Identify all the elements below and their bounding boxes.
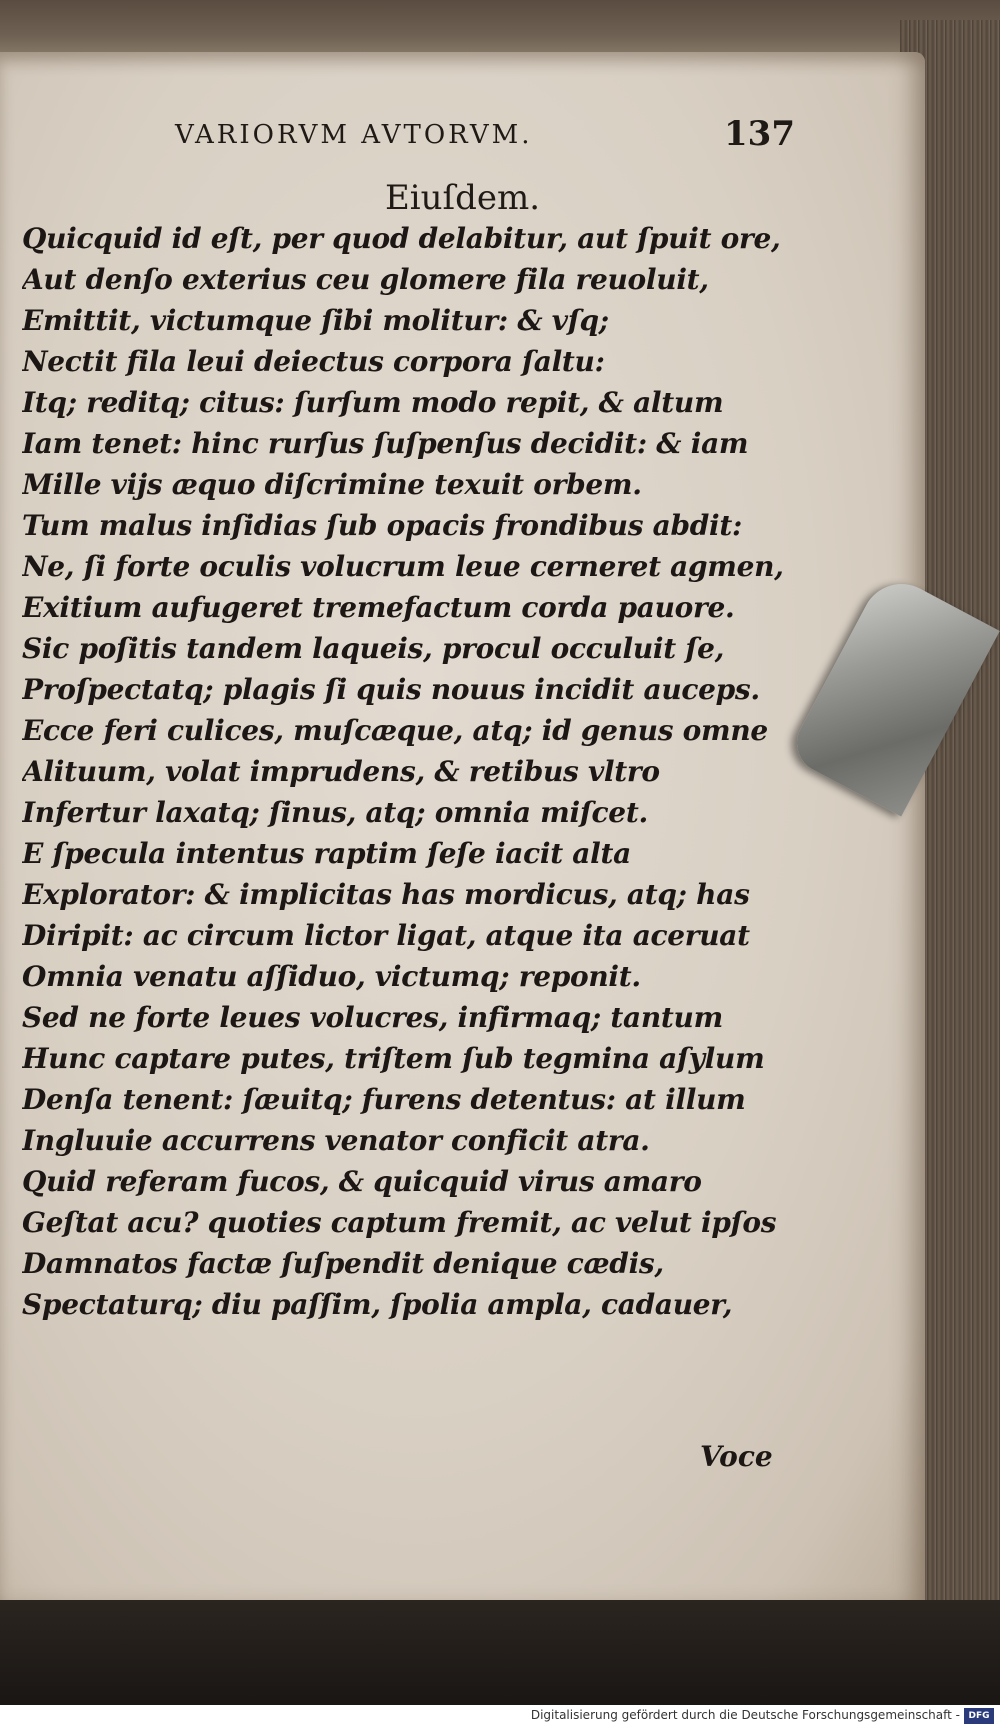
verse-line: Iam tenet: hinc rurſus ſuſpenſus decidit: & iam [22, 427, 749, 460]
verse-line: Hunc captare putes, triſtem ſub tegmina aſylum [22, 1042, 765, 1075]
funding-credit: Digitalisierung gefördert durch die Deutsche Forschungsgemeinschaft - [530, 1708, 960, 1722]
verse-line: Omnia venatu aſſiduo, victumq; reponit. [22, 960, 641, 993]
catchword: Voce [700, 1440, 773, 1473]
verse-line: Spectaturq; diu paſſim, ſpolia ampla, cadauer, [22, 1288, 733, 1321]
verse-line: Quid referam fucos, & quicquid virus amaro [22, 1165, 702, 1198]
verse-line: E ſpecula intentus raptim ſeſe iacit alta [22, 837, 631, 870]
verse-line: Aut denſo exterius ceu glomere fila reuoluit, [22, 263, 709, 296]
section-title: Eiuſdem. [384, 178, 541, 218]
verse-line: Alituum, volat imprudens, & retibus vltro [22, 755, 660, 788]
verse-line: Sed ne forte leues volucres, infirmaq; tantum [22, 1001, 723, 1034]
verse-line: Diripit: ac circum lictor ligat, atque ita aceruat [22, 919, 750, 952]
verse-line: Itq; reditq; citus: ſurſum modo repit, & altum [22, 386, 724, 419]
verse-line: Geſtat acu? quoties captum fremit, ac velut ipſos [22, 1206, 777, 1239]
verse-line: Ne, ſi forte oculis volucrum leue cerneret agmen, [22, 550, 784, 583]
dfg-logo-icon: DFG [964, 1708, 994, 1724]
verse-line: Quicquid id eſt, per quod delabitur, aut ſpuit ore, [22, 222, 781, 255]
verse-line: Emittit, victumque ſibi molitur: & vſq; [22, 304, 609, 337]
verse-line: Tum malus inſidias ſub opacis frondibus abdit: [22, 509, 743, 542]
verse-line: Exitium aufugeret tremefactum corda pauore. [22, 591, 735, 624]
footer [0, 1705, 1000, 1728]
verse-line: Nectit fila leui deiectus corpora ſaltu: [22, 345, 605, 378]
verse-line: Explorator: & implicitas has mordicus, atq; has [22, 878, 750, 911]
scan-bottom-border [0, 1600, 1000, 1705]
verse-line: Damnatos factæ ſuſpendit denique cædis, [22, 1247, 664, 1280]
verse-line: Denſa tenent: ſæuitq; furens detentus: at illum [22, 1083, 746, 1116]
verse-text [22, 218, 812, 1325]
verse-line: Ingluuie accurrens venator conficit atra. [22, 1124, 650, 1157]
verse-line: Proſpectatq; plagis ſi quis nouus incidit auceps. [22, 673, 760, 706]
verse-line: Sic poſitis tandem laqueis, procul occuluit ſe, [22, 632, 725, 665]
running-head: VARIORVM AVTORVM. [175, 120, 533, 150]
book-top-edge [0, 0, 1000, 58]
page-number: 137 [724, 114, 795, 154]
verse-line: Ecce feri culices, muſcæque, atq; id genus omne [22, 714, 768, 747]
page-header [175, 114, 795, 160]
verse-line: Infertur laxatq; ſinus, atq; omnia miſcet. [22, 796, 648, 829]
verse-line: Mille vijs æquo diſcrimine texuit orbem. [22, 468, 642, 501]
